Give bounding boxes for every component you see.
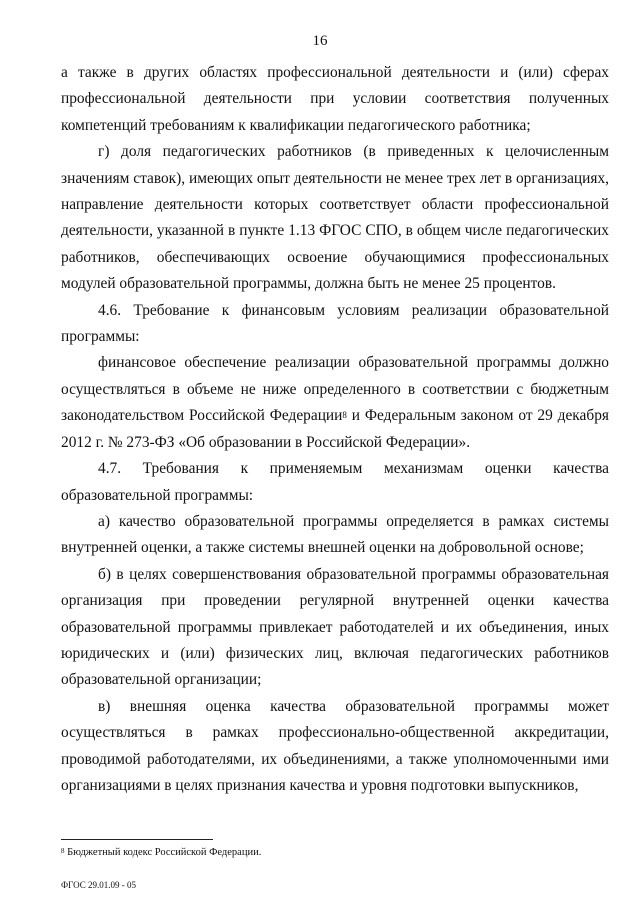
footnote-divider bbox=[61, 839, 213, 840]
section-heading-4-7: 4.7. Требования к применяемым механизмам оценки качества образовательной программы: bbox=[61, 460, 609, 504]
footnote-text: Бюджетный кодекс Российской Федерации. bbox=[64, 847, 262, 858]
footnote-marker: 8 bbox=[61, 847, 65, 855]
footnote-reference[interactable]: 8 bbox=[342, 410, 347, 421]
paragraph-text: финансовое обеспечение реализации образовательной программы должно осуществляться в объеме не ниже определенного в соответствии с бюджетным законодательством Российской Федерации bbox=[61, 354, 609, 425]
paragraph: а также в других областях профессиональной деятельности и (или) сферах профессиональной деятельности при условии соответствия полученных компетенций требованиям к квалификации педагогического работника; bbox=[61, 64, 609, 134]
paragraph: б) в целях совершенствования образовательной программы образовательная организация при проведении регулярной внутренней оценки качества образовательной программы привлекает работодателей и их объединения, иных юридических и (или) физических лиц, включая педагогических работников образовательной организации; bbox=[61, 565, 609, 689]
document-code: ФГОС 29.01.09 - 05 bbox=[61, 880, 136, 890]
paragraph-text: и Федеральным законом от 29 декабря 2012 г. № 273-ФЗ «Об образовании в Российской Федерации». bbox=[61, 407, 609, 451]
paragraph: в) внешняя оценка качества образовательной программы может осуществляться в рамках профессионально-общественной аккредитации, проводимой работодателями, их объединениями, а также уполномоченными ими организациями в целях признания качества и уровня подготовки выпускников, bbox=[61, 697, 609, 794]
paragraph bbox=[61, 350, 609, 456]
section-heading-4-6: 4.6. Требование к финансовым условиям реализации образовательной программы: bbox=[61, 301, 609, 346]
page-number: 16 bbox=[312, 33, 328, 49]
paragraph: г) доля педагогических работников (в приведенных к целочисленным значениям ставок), имеющих опыт деятельности не менее трех лет в организациях, направление деятельности которых соответствует области профессиональной деятельности, указанной в пункте 1.13 ФГОС СПО, в общем числе педагогических работников, обеспечивающих освоение обучающимися профессиональных модулей образовательной программы, должна быть не менее 25 процентов. bbox=[61, 143, 609, 293]
paragraph: а) качество образовательной программы определяется в рамках системы внутренней оценки, а также системы внешней оценки на добровольной основе; bbox=[61, 512, 609, 557]
footnote bbox=[61, 846, 261, 859]
document-body bbox=[61, 60, 609, 799]
